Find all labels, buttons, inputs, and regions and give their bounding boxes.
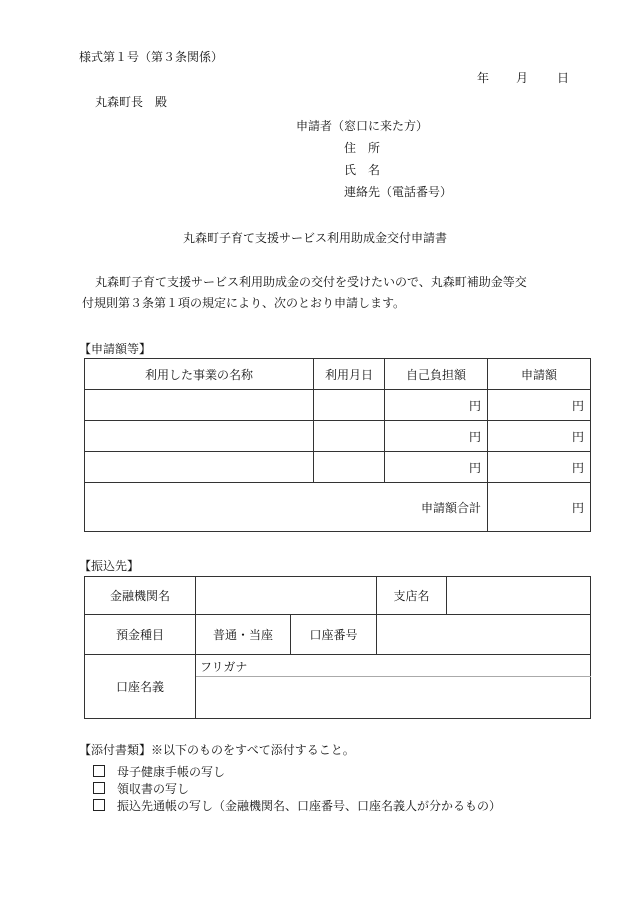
column-header-usage-date: 利用月日: [314, 359, 385, 390]
deposit-row: [85, 615, 591, 655]
bank-name-label: 金融機関名: [85, 577, 196, 615]
apply-amount-cell[interactable]: 円: [488, 390, 591, 421]
body-text-line-1: 丸森町子育て支援サービス利用助成金の交付を受けたいので、丸森町補助金等交: [95, 275, 527, 289]
applicant-address-label: 住 所: [344, 141, 381, 155]
table-row: [85, 390, 591, 421]
transfer-table: [84, 576, 591, 719]
service-name-cell[interactable]: [85, 390, 314, 421]
table-row: [85, 421, 591, 452]
account-holder-label: 口座名義: [85, 655, 196, 719]
apply-amount-cell[interactable]: 円: [488, 452, 591, 483]
addressee: 丸森町長 殿: [95, 95, 168, 109]
checkbox-icon[interactable]: [93, 765, 105, 777]
column-header-apply-amount: 申請額: [488, 359, 591, 390]
self-pay-cell[interactable]: 円: [385, 390, 488, 421]
furigana-field[interactable]: [196, 655, 591, 677]
total-row: [85, 483, 591, 532]
service-name-cell[interactable]: [85, 452, 314, 483]
column-header-service-name: 利用した事業の名称: [85, 359, 314, 390]
checkbox-icon[interactable]: [93, 782, 105, 794]
bank-row: [85, 577, 591, 615]
attachment-item: [93, 799, 501, 813]
total-amount-cell[interactable]: 円: [488, 483, 591, 532]
applicant-name-label: 氏 名: [344, 163, 381, 177]
attachment-label: 振込先通帳の写し（金融機関名、口座番号、口座名義人が分かるもの）: [117, 799, 502, 813]
applicant-label: 申請者（窓口に来た方）: [296, 119, 429, 133]
furigana-row: [85, 655, 591, 677]
furigana-label: フリガナ: [200, 660, 248, 674]
document-title: 丸森町子育て支援サービス利用助成金交付申請書: [183, 231, 448, 245]
usage-date-cell[interactable]: [314, 421, 385, 452]
amount-table-header-row: [85, 359, 591, 390]
self-pay-cell[interactable]: 円: [385, 421, 488, 452]
total-label: 申請額合計: [85, 483, 488, 532]
date-year-label: 年: [477, 71, 490, 85]
applicant-contact-label: 連絡先（電話番号）: [344, 185, 453, 199]
account-number-label: 口座番号: [291, 615, 377, 655]
body-text-line-2: 付規則第３条第１項の規定により、次のとおり申請します。: [82, 296, 406, 310]
attachment-item: [93, 765, 225, 779]
branch-label: 支店名: [377, 577, 447, 615]
amount-table: [84, 358, 591, 532]
transfer-section-heading: 【振込先】: [79, 559, 140, 573]
self-pay-cell[interactable]: 円: [385, 452, 488, 483]
service-name-cell[interactable]: [85, 421, 314, 452]
usage-date-cell[interactable]: [314, 452, 385, 483]
usage-date-cell[interactable]: [314, 390, 385, 421]
form-number: 様式第１号（第３条関係）: [79, 50, 224, 64]
branch-field[interactable]: [447, 577, 591, 615]
account-holder-field[interactable]: [196, 677, 591, 719]
attachments-heading: 【添付書類】※以下のものをすべて添付すること。: [79, 743, 355, 757]
attachment-label: 母子健康手帳の写し: [117, 765, 226, 779]
attachment-label: 領収書の写し: [117, 782, 190, 796]
date-day-label: 日: [557, 71, 570, 85]
amount-section-heading: 【申請額等】: [79, 342, 152, 356]
checkbox-icon[interactable]: [93, 799, 105, 811]
account-number-field[interactable]: [377, 615, 591, 655]
column-header-self-pay: 自己負担額: [385, 359, 488, 390]
deposit-type-label: 預金種目: [85, 615, 196, 655]
table-row: [85, 452, 591, 483]
date-month-label: 月: [516, 71, 529, 85]
bank-name-field[interactable]: [196, 577, 377, 615]
apply-amount-cell[interactable]: 円: [488, 421, 591, 452]
attachment-item: [93, 782, 189, 796]
deposit-type-options[interactable]: 普通・当座: [196, 615, 291, 655]
